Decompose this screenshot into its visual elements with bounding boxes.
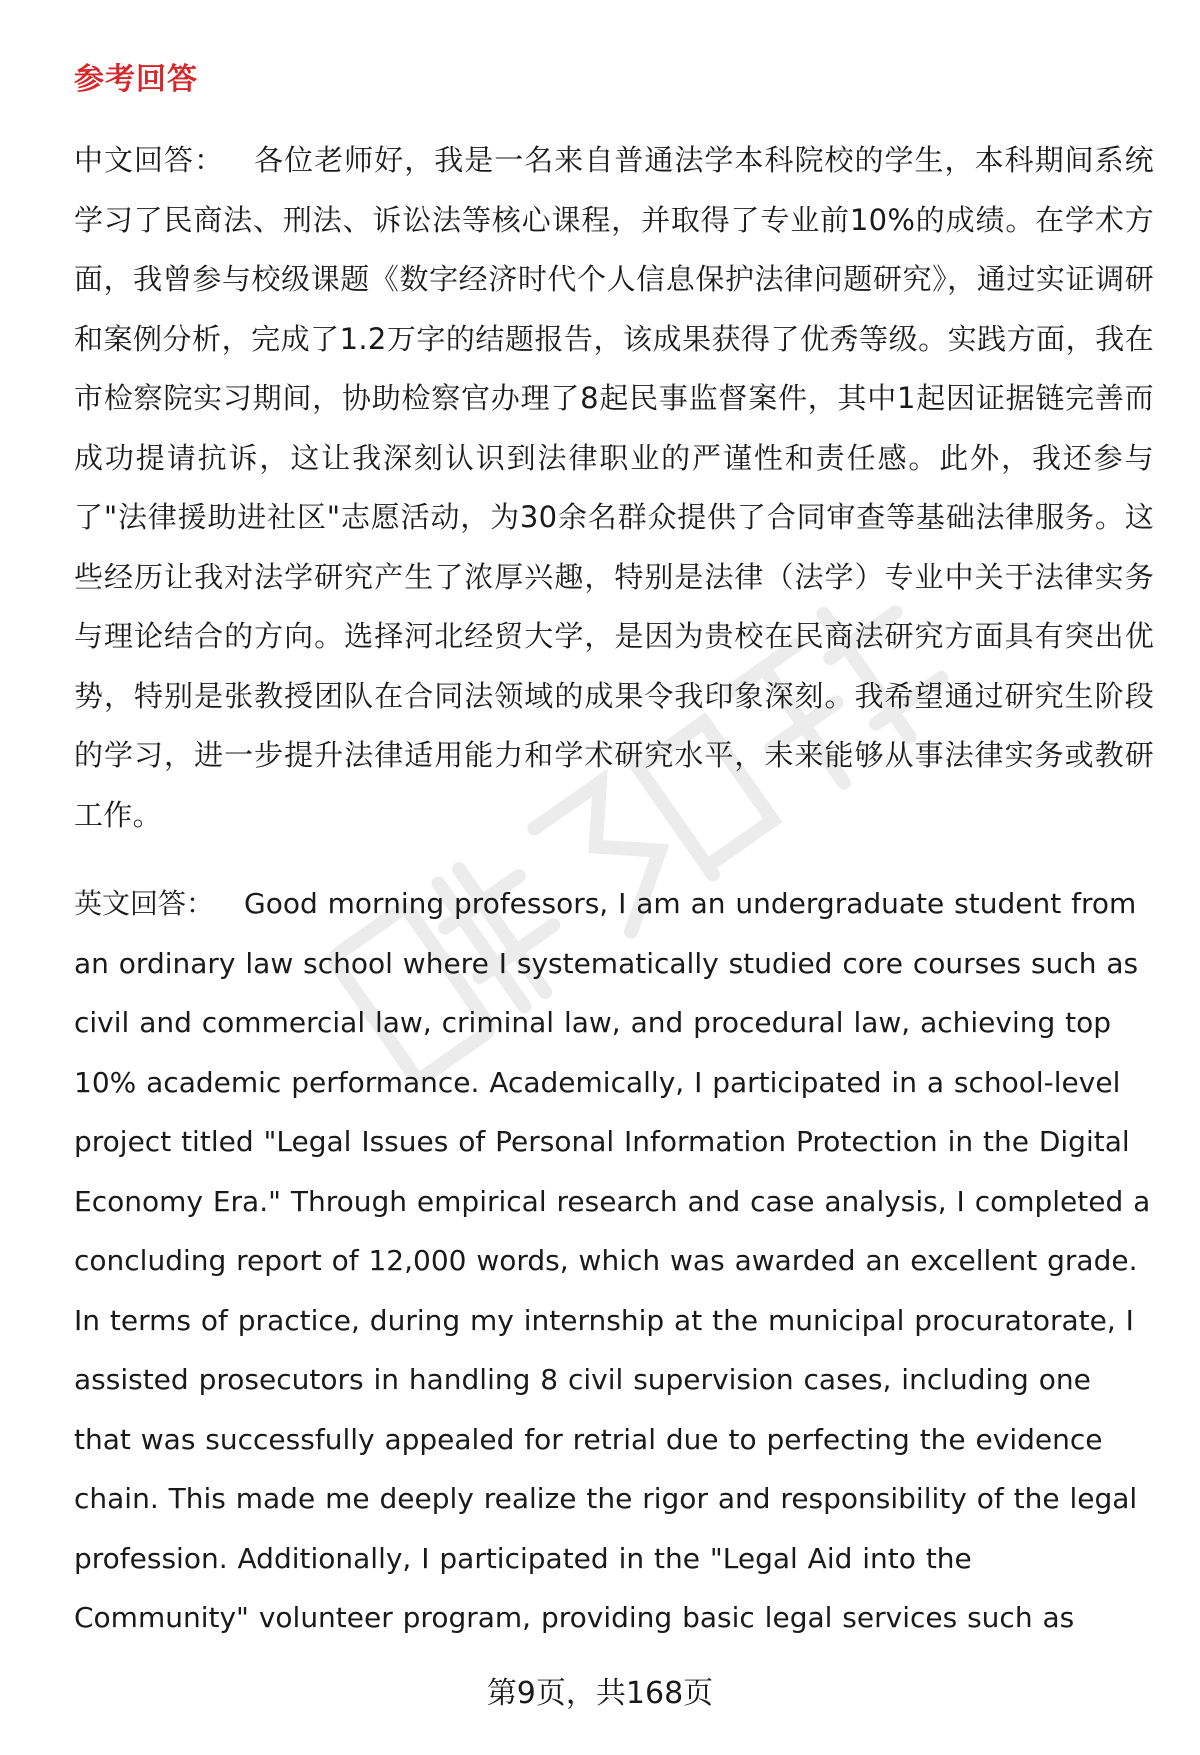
chinese-answer-text: 各位老师好，我是一名来自普通法学本科院校的学生，本科期间系统学习了民商法、刑法、诉讼法等核心课程，并取得了专业前10%的成绩。在学术方面，我曾参与校级课题《数字经济时代个人信息保护法律问题研究》，通过实证调研和案例分析，完成了1.2万字的结题报告，该成果获得了优秀等级。实践方面，我在市检察院实习期间，协助检察官办理了8起民事监督案件，其中1起因证据链完善而成功提请抗诉，这让我深刻认识到法律职业的严谨性和责任感。此外，我还参与了"法律援助进社区"志愿活动，为30余名群众提供了合同审查等基础法律服务。这些经历让我对法学研究产生了浓厚兴趣，特别是法律（法学）专业中关于法律实务与理论结合的方向。选择河北经贸大学，是因为贵校在民商法研究方面具有突出优势，特别是张教授团队在合同法领域的成果令我印象深刻。我希望通过研究生阶段的学习，进一步提升法律适用能力和学术研究水平，未来能够从事法律实务或教研工作。: [74, 143, 1154, 832]
chinese-answer-label: 中文回答：: [74, 143, 225, 177]
english-answer-text: Good morning professors, I am an undergraduate student from an ordinary law school where I systematically studied core courses such as civil and commercial law, criminal law, and procedural law, achieving top 10% academic performance. Academically, I participated in a school-level project titled "Legal Issues of Personal Information Protection in the Digital Economy Era." Through empirical research and case analysis, I completed a concluding report of 12,000 words, which was awarded an excellent grade. In terms of practice, during my internship at the municipal procuratorate, I assisted prosecutors in handling 8 civil supervision cases, including one that was successfully appealed for retrial due to perfecting the evidence chain. This made me deeply realize the rigor and responsibility of the legal profession. Additionally, I participated in the "Legal Aid into the Community" volunteer program, providing basic legal services such as: [74, 887, 1151, 1634]
section-title: 参考回答: [74, 62, 198, 97]
page-indicator: 第9页，共168页: [486, 1676, 714, 1711]
english-answer-paragraph: [74, 874, 1154, 1648]
english-answer-label: 英文回答：: [74, 887, 215, 920]
chinese-answer-paragraph: [74, 131, 1154, 845]
